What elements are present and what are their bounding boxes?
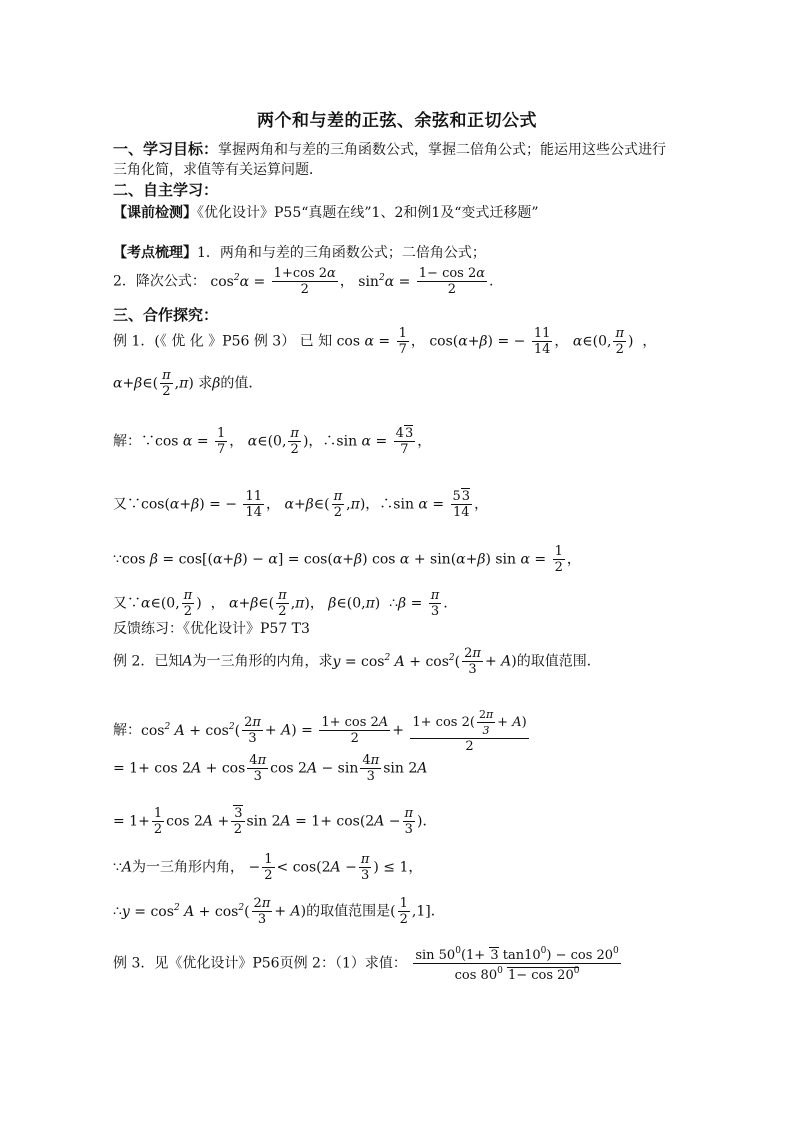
- triangle-text: 为一三角形内角，: [132, 859, 245, 876]
- points-line: [113, 244, 486, 262]
- solution-2-label: 解：: [113, 722, 141, 739]
- page-title: 两个和与差的正弦、余弦和正切公式: [257, 111, 537, 131]
- example-1-ask-end: 的值．: [220, 375, 263, 392]
- example-3-text: 例 3．见《优化设计》P56页例 2：（1）求值：: [113, 955, 407, 972]
- again-label: 又: [113, 496, 127, 513]
- points-label: 【考点梳理】: [113, 245, 197, 261]
- feedback-practice: 反馈练习：《优化设计》P57 T3: [113, 621, 310, 637]
- pretest-text: 《优化设计》P55“真题在线”1、2和例1及“变式迁移题”: [197, 205, 539, 221]
- example-3-line: 例 3．见《优化设计》P56页例 2：（1）求值： $\frac{\sin 50^0(1+ 3 \tan 10^0) - \cos 20^0}{\cos 80^0 1- \cos 20^0}$: [113, 946, 619, 983]
- solution-1-step-2: 又∵cos(α+β) = − $\frac{11}{14}$ ， α+β∈( $\frac{\pi}{2}$ ,π)，∴sin α = $\frac{53}{14}$ ，: [113, 489, 489, 520]
- learning-goals-text: 掌握两角和与差的三角函数公式，掌握二倍角公式；能运用这些公式进行: [218, 142, 667, 158]
- learning-goals: [113, 140, 666, 159]
- solution-2-step-2: = 1+ cos 2A + cos $\frac{4\pi}{3}$ cos 2A − sin $\frac{4\pi}{3}$ sin 2A: [113, 753, 428, 784]
- example-1-line-1: 例 1．(《 优 化 》P56 例 3） 已 知 cos α = $\frac{1}{7}$ ， cos(α+β) = − $\frac{11}{14}$ ， α∈(0, $\frac{\pi}{2}$ ) ，: [113, 326, 657, 357]
- example-2-mid: 为一三角形的内角，求: [192, 653, 333, 670]
- example-2-line: 例 2．已知A为一三角形的内角，求$y = \cos^2 A + \cos^2$( $\frac{2\pi}{3}$ + A)的取值范围．: [113, 646, 601, 677]
- solution-1-step-1: 解：∵cos α = $\frac{1}{7}$ ， α∈(0, $\frac{\pi}{2}$ )，∴sin α = $\frac{43}{7}$ ，: [113, 426, 432, 457]
- solution-2-step-4: ∵A为一三角形内角， − $\frac{1}{2}$ < cos(2A − $\frac{\pi}{3}$ ) ≤ 1，: [113, 852, 423, 883]
- power-reduction-label: 2．降次公式：: [113, 273, 206, 290]
- solution-2-step-5: ∴y = $\cos^2 A + \cos^2$( $\frac{2\pi}{3}$ + A)的取值范围是( $\frac{1}{2}$ ,1]．: [113, 896, 445, 927]
- example-1-ask: 求: [198, 375, 213, 392]
- section-2-label: 二、自主学习：: [113, 181, 219, 199]
- learning-goals-cont: 三角化简，求值等有关运算问题．: [113, 162, 323, 178]
- pretest-line: [113, 204, 539, 222]
- solution-label: 解：: [113, 433, 141, 450]
- example-1-intro: 例 1．(《 优 化 》P56 例 3） 已 知: [113, 333, 333, 350]
- again-label-2: 又: [113, 595, 127, 612]
- points-text: 1．两角和与差的三角函数公式；二倍角公式；: [197, 245, 486, 261]
- section-1-label: 一、学习目标：: [113, 140, 219, 158]
- solution-1-step-4: 又∵α∈(0, $\frac{\pi}{2}$ ) ， α+β∈( $\frac{\pi}{2}$ ,π)， β∈(0,π) ∴β = $\frac{\pi}{3}$ ．: [113, 588, 458, 619]
- example-2-intro: 例 2．已知: [113, 653, 183, 670]
- pretest-label: 【课前检测】: [113, 205, 197, 221]
- solution-2-step-1: 解：$\cos^2 A + \cos^2$( $\frac{2\pi}{3}$ + A) = $\frac{1+ \cos 2A}{2}$ + 1+ cos 2( $\frac{2\pi}{3}$ + A) 2: [113, 708, 527, 754]
- solution-2-step-3: = 1+ $\frac{1}{2}$ cos 2A + $\frac{3}{2}$ sin 2A = 1+ cos(2A − $\frac{\pi}{3}$ )．: [113, 806, 437, 837]
- power-reduction-formula: 2．降次公式： $\cos^2\alpha$ = $\frac{1+\cos 2\alpha}{2}$ ， $\sin^2\alpha$ = $\frac{1- \cos 2\alpha}{2}$ .: [113, 266, 494, 297]
- example-2-tail: 的取值范围．: [516, 653, 601, 670]
- solution-1-step-3: ∵cos β = cos[(α+β) − α] = cos(α+β) cos α + sin(α+β) sin α = $\frac{1}{2}$ ，: [113, 544, 581, 575]
- range-text: 的取值范围是: [306, 903, 391, 920]
- section-3-label: 三、合作探究：: [113, 306, 219, 324]
- example-1-line-2: α+β∈( $\frac{\pi}{2}$ ,π) 求β的值．: [113, 368, 263, 399]
